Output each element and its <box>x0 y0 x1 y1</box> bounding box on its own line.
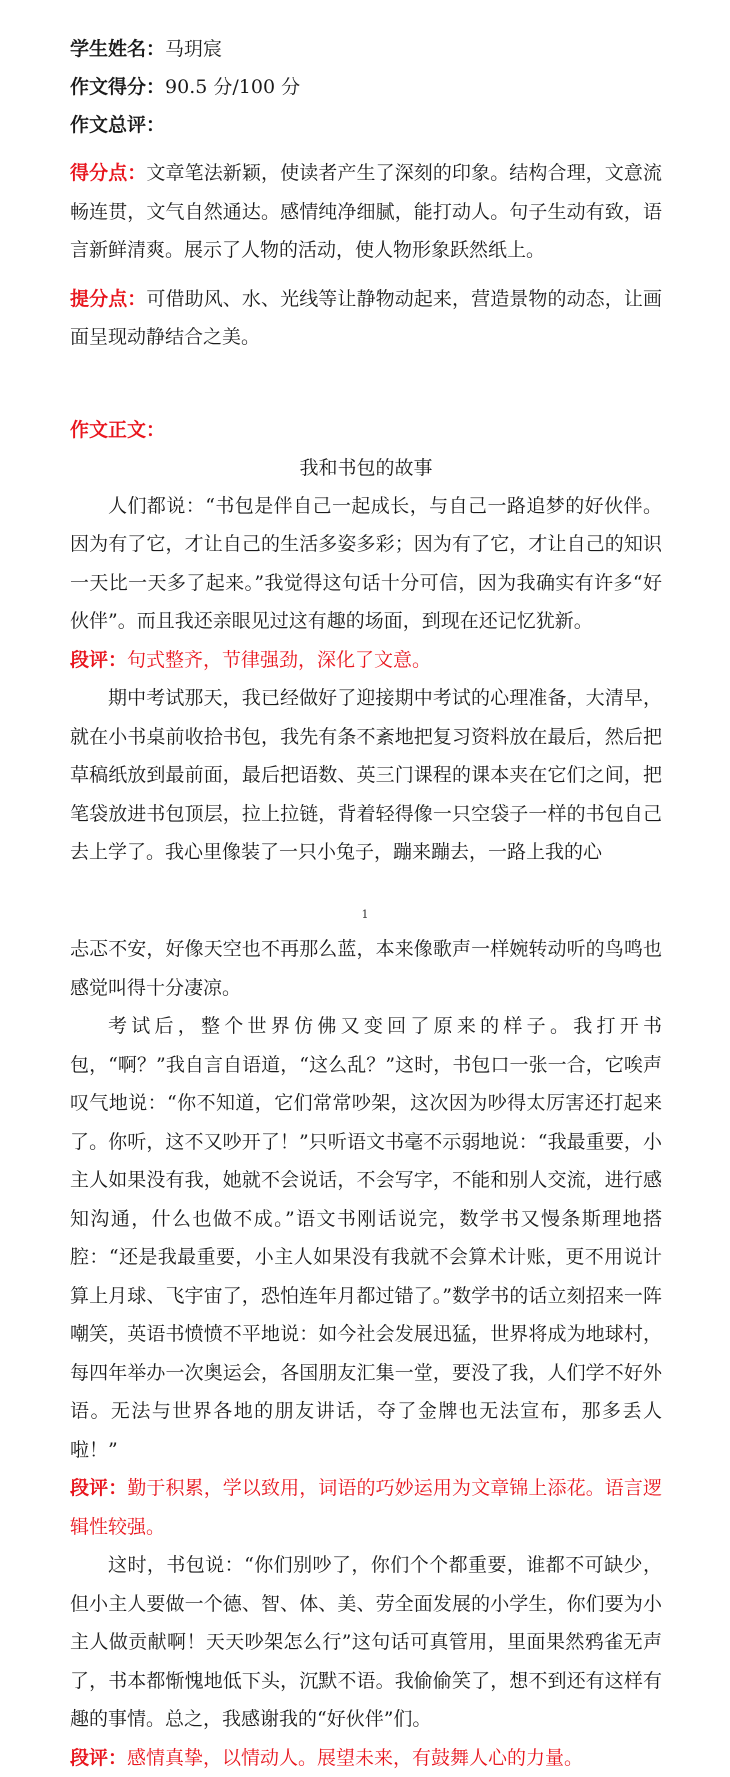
student-name-label: 学生姓名： <box>70 38 165 60</box>
score-value: 90.5 分/100 分 <box>165 76 300 98</box>
essay-title: 我和书包的故事 <box>70 449 662 487</box>
paragraph-comment-label: 段评： <box>70 649 127 671</box>
paragraph-comment-text: 感情真挚，以情动人。展望未来，有鼓舞人心的力量。 <box>127 1747 583 1769</box>
paragraph-comment-text: 句式整齐，节律强劲，深化了文意。 <box>127 649 431 671</box>
paragraph-comment-2 <box>70 1469 662 1546</box>
paragraph-comment-3 <box>70 1739 662 1777</box>
essay-paragraph-1: 人们都说：“书包是伴自己一起成长，与自己一路追梦的好伙伴。因为有了它，才让自己的生活多姿多彩；因为有了它，才让自己的知识一天比一天多了起来。”我觉得这句话十分可信，因为我确实有许多“好伙伴”。而且我还亲眼见过这有趣的场面，到现在还记忆犹新。 <box>70 487 662 641</box>
student-name: 马玥宸 <box>165 38 222 60</box>
overall-review-label: 作文总评： <box>70 106 662 144</box>
improvement-text: 可借助风、水、光线等让静物动起来，营造景物的动态，让画面呈现动静结合之美。 <box>70 288 662 349</box>
page-one-content <box>70 30 662 872</box>
paragraph-comment-label: 段评： <box>70 1477 127 1499</box>
page-number: 1 <box>0 908 730 921</box>
essay-paragraph-3: 考试后，整个世界仿佛又变回了原来的样子。我打开书包，“啊？”我自言自语道，“这么乱？”这时，书包口一张一合，它唉声叹气地说：“你不知道，它们常常吵架，这次因为吵得太厉害还打起来了。你听，这不又吵开了！”只听语文书毫不示弱地说：“我最重要，小主人如果没有我，她就不会说话，不会写字，不能和别人交流，进行感知沟通，什么也做不成。”语文书刚话说完，数学书又慢条斯理地搭腔：“还是我最重要，小主人如果没有我就不会算术计账，更不用说计算上月球、飞宇宙了，恐怕连年月都过错了。”数学书的话立刻招来一阵嘲笑，英语书愤愤不平地说：如今社会发展迅猛，世界将成为地球村，每四年举办一次奥运会，各国朋友汇集一堂，要没了我，人们学不好外语。无法与世界各地的朋友讲话，夺了金牌也无法宣布，那多丢人啦！” <box>70 1007 662 1469</box>
essay-paragraph-4: 这时，书包说：“你们别吵了，你们个个都重要，谁都不可缺少，但小主人要做一个德、智、体、美、劳全面发展的小学生，你们要为小主人做贡献啊！天天吵架怎么行”这句话可真管用，里面果然鸦雀无声了，书本都惭愧地低下头，沉默不语。我偷偷笑了，想不到还有这样有趣的事情。总之，我感谢我的“好伙伴”们。 <box>70 1546 662 1739</box>
strengths-text: 文章笔法新颖，使读者产生了深刻的印象。结构合理，文意流畅连贯，文气自然通达。感情纯净细腻，能打动人。句子生动有致，语言新鲜清爽。展示了人物的活动，使人物形象跃然纸上。 <box>70 162 662 261</box>
student-name-line <box>70 30 662 68</box>
improvement-paragraph <box>70 280 662 357</box>
strengths-paragraph <box>70 154 662 270</box>
paragraph-comment-text: 勤于积累，学以致用，词语的巧妙运用为文章锦上添花。语言逻辑性较强。 <box>70 1477 662 1538</box>
paragraph-comment-label: 段评： <box>70 1747 127 1769</box>
score-label: 作文得分： <box>70 76 165 98</box>
score-line <box>70 68 662 106</box>
essay-paragraph-2-part-2: 忐忑不安，好像天空也不再那么蓝，本来像歌声一样婉转动听的鸟鸣也感觉叫得十分凄凉。 <box>70 930 662 1007</box>
essay-section-label: 作文正文： <box>70 411 662 449</box>
improvement-label: 提分点： <box>70 288 146 310</box>
strengths-label: 得分点： <box>70 162 146 184</box>
essay-paragraph-2-part-1: 期中考试那天，我已经做好了迎接期中考试的心理准备，大清早，就在小书桌前收拾书包，我先有条不紊地把复习资料放在最后，然后把草稿纸放到最前面，最后把语数、英三门课程的课本夹在它们之间，把笔袋放进书包顶层，拉上拉链，背着轻得像一只空袋子一样的书包自己去上学了。我心里像装了一只小兔子，蹦来蹦去，一路上我的心 <box>70 679 662 872</box>
page-two-content <box>70 930 662 1777</box>
paragraph-comment-1 <box>70 641 662 680</box>
